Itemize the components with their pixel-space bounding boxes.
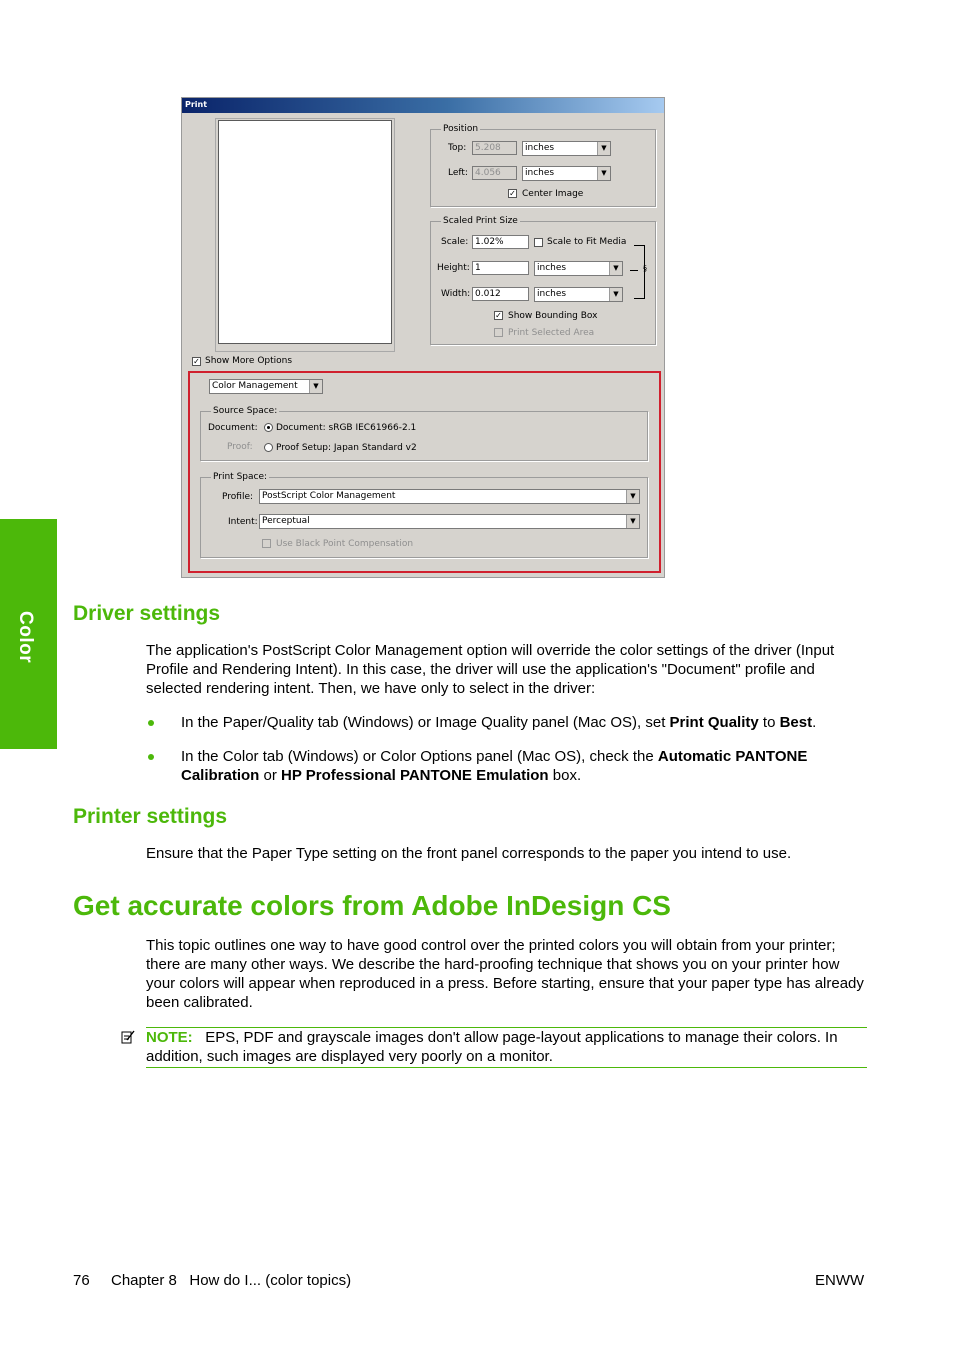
scaled-legend: Scaled Print Size (443, 216, 518, 226)
source-space-group (200, 411, 648, 461)
chevron-down-icon: ▼ (609, 288, 622, 301)
bullet-icon (148, 720, 154, 726)
dialog-title: Print (185, 100, 208, 109)
scale-input[interactable]: 1.02% (472, 235, 529, 249)
note-box (146, 1027, 867, 1068)
left-unit-select[interactable]: inches ▼ (522, 166, 611, 181)
top-label: Top: (448, 143, 467, 153)
side-chapter-tab (0, 519, 57, 749)
driver-settings-paragraph: The application's PostScript Color Management option will override the color settings of the driver (Input Profile and Rendering Intent). In this case, the driver will use the application's "Document" profile and selected rendering intent. Then, we have only to select in the driver: (146, 642, 835, 697)
show-bounding-box-checkbox[interactable]: ✓ (495, 311, 502, 320)
side-tab-label: Color (15, 611, 36, 664)
top-unit-select[interactable]: inches ▼ (522, 141, 611, 156)
height-input[interactable]: 1 (472, 261, 529, 275)
bullet-pantone: In the Color tab (Windows) or Color Options panel (Mac OS), check the Automatic PANTONE Calibration or HP Professional PANTONE Emulation box. (181, 748, 808, 784)
proof-radio[interactable] (264, 443, 273, 452)
note-icon (121, 1030, 135, 1044)
intent-select[interactable]: Perceptual ▼ (259, 514, 640, 529)
center-image-checkbox[interactable]: ✓ (509, 189, 516, 198)
proof-option: Proof Setup: Japan Standard v2 (276, 443, 417, 453)
position-legend: Position (443, 124, 479, 134)
width-unit-select[interactable]: inches ▼ (534, 287, 623, 302)
proportion-bracket-tick (630, 270, 638, 271)
print-dialog-screenshot (181, 97, 665, 578)
document-option: Document: sRGB IEC61966-2.1 (276, 423, 417, 433)
width-label: Width: (441, 289, 471, 299)
print-selected-area-label: Print Selected Area (508, 328, 595, 338)
print-preview (218, 120, 392, 344)
note-text: NOTE: EPS, PDF and grayscale images don't allow page-layout applications to manage their colors. In addition, such images are displayed very poorly on a monitor. (146, 1029, 838, 1065)
top-input[interactable]: 5.208 (472, 141, 517, 155)
color-management-select[interactable]: Color Management ▼ (209, 379, 323, 394)
print-selected-area-checkbox[interactable] (494, 328, 503, 337)
bullet-print-quality: In the Paper/Quality tab (Windows) or Image Quality panel (Mac OS), set Print Quality to Best. (181, 714, 817, 731)
page-number: 76 (73, 1272, 90, 1289)
source-space-legend: Source Space: (213, 406, 278, 416)
indesign-heading: Get accurate colors from Adobe InDesign CS (73, 890, 671, 921)
show-more-options-checkbox[interactable]: ✓ (193, 357, 200, 366)
chevron-down-icon: ▼ (609, 262, 622, 275)
show-more-options-label: Show More Options (205, 356, 293, 366)
chevron-down-icon: ▼ (309, 380, 322, 393)
height-label: Height: (437, 263, 470, 273)
document-label: Document: (208, 423, 258, 433)
profile-select[interactable]: PostScript Color Management ▼ (259, 489, 640, 504)
bullet-icon (148, 754, 154, 760)
footer-right: ENWW (815, 1272, 865, 1289)
show-bounding-box-label: Show Bounding Box (508, 311, 598, 321)
chevron-down-icon: ▼ (597, 167, 610, 180)
left-input[interactable]: 4.056 (472, 166, 517, 180)
chapter-title: Chapter 8 How do I... (color topics) (111, 1272, 352, 1289)
profile-label: Profile: (222, 492, 254, 502)
print-space-legend: Print Space: (213, 472, 268, 482)
width-input[interactable]: 0.012 (472, 287, 529, 301)
chevron-down-icon: ▼ (626, 515, 639, 528)
indesign-paragraph: This topic outlines one way to have good control over the printed colors you will obtain from your printer; there are many other ways. We describe the hard-proofing technique that shows you on your printer how your colors will appear when reproduced in a press. Before starting, ensure that your paper type has already been calibrated. (146, 937, 864, 1011)
printer-settings-paragraph: Ensure that the Paper Type setting on the front panel corresponds to the paper you intend to use. (146, 845, 792, 862)
scale-label: Scale: (441, 237, 469, 247)
center-image-label: Center Image (522, 189, 584, 199)
printer-settings-heading: Printer settings (73, 805, 228, 828)
proof-label: Proof: (227, 442, 253, 452)
height-unit-select[interactable]: inches ▼ (534, 261, 623, 276)
intent-label: Intent: (228, 517, 258, 527)
driver-settings-heading: Driver settings (73, 602, 221, 625)
chevron-down-icon: ▼ (626, 490, 639, 503)
chain-link-icon[interactable]: § (643, 264, 647, 273)
scale-to-fit-label: Scale to Fit Media (547, 237, 627, 247)
black-point-checkbox[interactable] (262, 539, 271, 548)
chevron-down-icon: ▼ (597, 142, 610, 155)
note-label: NOTE: (146, 1029, 193, 1046)
black-point-label: Use Black Point Compensation (276, 539, 414, 549)
dialog-titlebar (182, 98, 664, 113)
scale-to-fit-checkbox[interactable] (534, 238, 543, 247)
left-label: Left: (448, 168, 468, 178)
document-radio[interactable] (264, 423, 273, 432)
